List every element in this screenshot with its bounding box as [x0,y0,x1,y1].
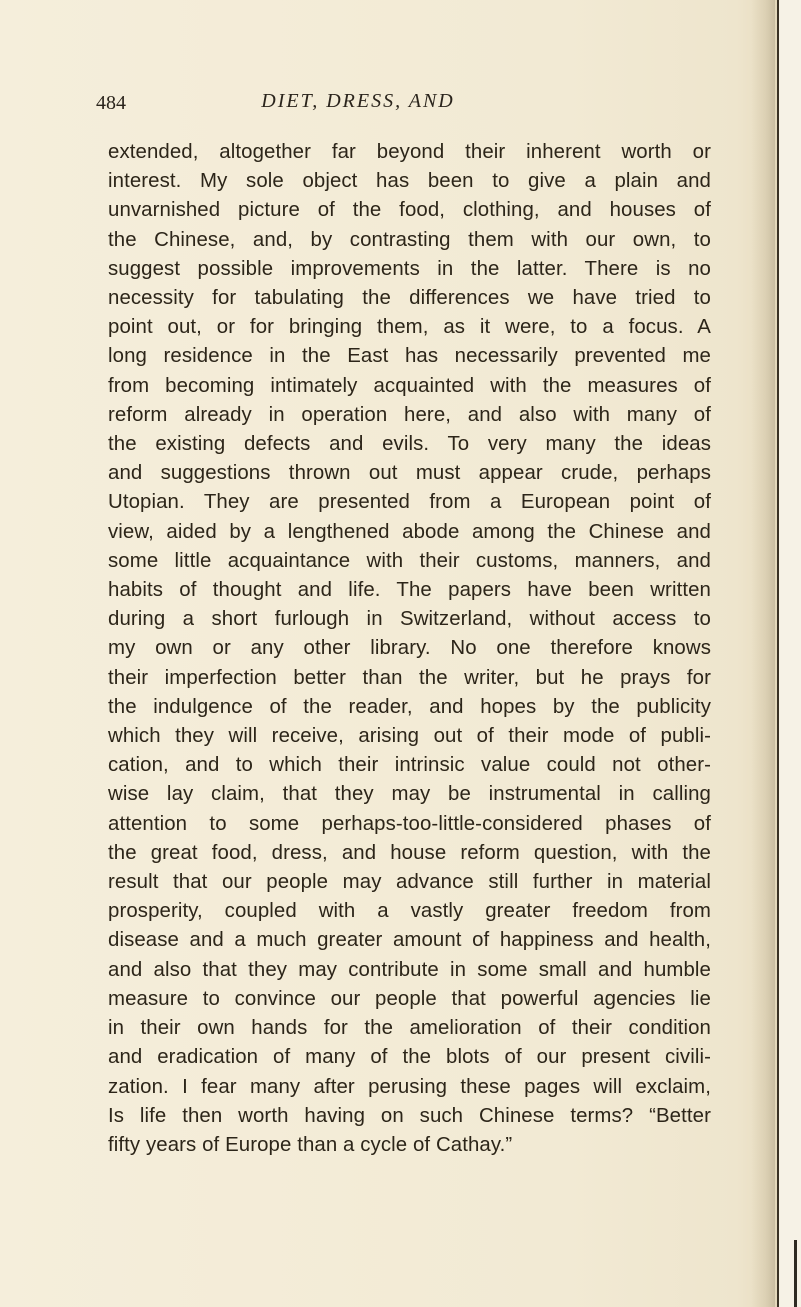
text-line: cation, and to which their intrinsic value could not other- [108,754,711,777]
text-line: unvarnished picture of the food, clothing, and houses of [108,199,711,222]
text-line: the great food, dress, and house reform question, with the [108,841,711,864]
body-paragraph [108,138,711,1160]
text-line: result that our people may advance still further in material [108,871,711,894]
text-line: interest. My sole object has been to give a plain and [108,170,711,193]
text-line: reform already in operation here, and also with many of [108,403,711,426]
text-line: and also that they may contribute in some small and humble [108,958,711,981]
text-line: and eradication of many of the blots of our present civili- [108,1046,711,1069]
text-line: view, aided by a lengthened abode among the Chinese and [108,520,711,543]
text-line: habits of thought and life. The papers have been written [108,579,711,602]
text-line: measure to convince our people that powerful agencies lie [108,987,711,1010]
text-line: point out, or for bringing them, as it were, to a focus. A [108,316,711,339]
text-line: disease and a much greater amount of happiness and health, [108,929,711,952]
text-line: in their own hands for the amelioration of their condition [108,1017,711,1040]
text-line: during a short furlough in Switzerland, without access to [108,608,711,631]
text-line: suggest possible improvements in the latter. There is no [108,257,711,280]
text-line: the Chinese, and, by contrasting them with our own, to [108,228,711,251]
text-line: attention to some perhaps-too-little-considered phases of [108,812,711,835]
text-line: the indulgence of the reader, and hopes by the publicity [108,695,711,718]
text-line: some little acquaintance with their customs, manners, and [108,549,711,572]
text-line: which they will receive, arising out of their mode of publi- [108,725,711,748]
text-line: Is life then worth having on such Chinese terms? “Better [108,1104,711,1127]
page-gutter-shadow [751,0,775,1307]
text-line: long residence in the East has necessarily prevented me [108,345,711,368]
text-line: my own or any other library. No one therefore knows [108,637,711,660]
page-number: 484 [96,92,126,114]
page-edge-mark [794,1240,797,1307]
page-header [96,90,716,118]
adjacent-page-edge [777,0,801,1307]
text-line: their imperfection better than the writer, but he prays for [108,666,711,689]
text-line: extended, altogether far beyond their inherent worth or [108,141,711,163]
text-line: the existing defects and evils. To very many the ideas [108,433,711,456]
text-line: from becoming intimately acquainted with the measures of [108,374,711,397]
text-line: zation. I fear many after perusing these pages will exclaim, [108,1075,711,1098]
running-head: DIET, DRESS, AND [261,90,455,112]
text-line: necessity for tabulating the differences we have tried to [108,287,711,310]
text-line: fifty years of Europe than a cycle of Cathay.” [108,1133,513,1156]
text-line: and suggestions thrown out must appear crude, perhaps [108,462,711,485]
text-line: prosperity, coupled with a vastly greater freedom from [108,900,711,923]
text-line: wise lay claim, that they may be instrumental in calling [108,783,711,806]
text-line: Utopian. They are presented from a European point of [108,491,711,514]
